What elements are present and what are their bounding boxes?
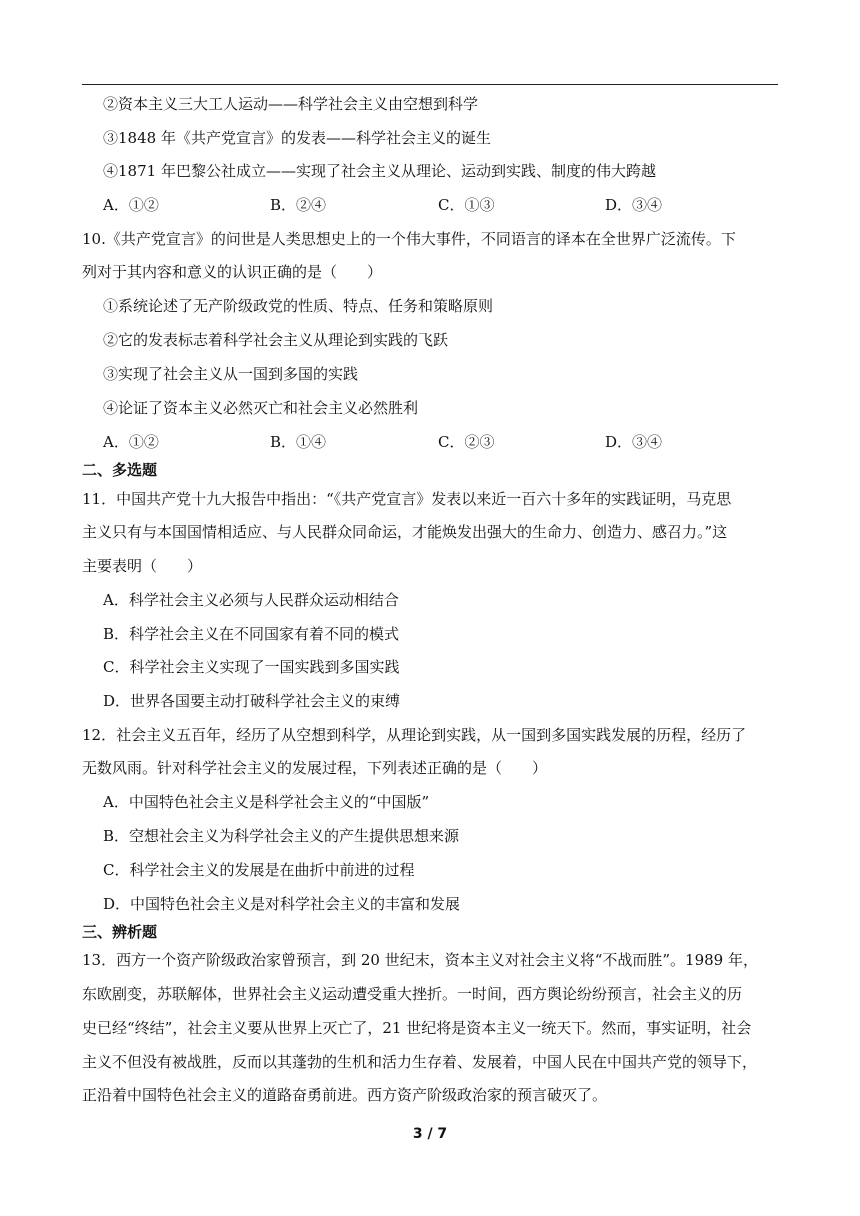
q9-item-2: ②资本主义三大工人运动——科学社会主义由空想到科学 <box>103 95 479 113</box>
q10-stem-line-2: 列对于其内容和意义的认识正确的是（ ） <box>82 263 383 281</box>
q12-option-a[interactable]: A．中国特色社会主义是科学社会主义的“中国版” <box>103 793 430 811</box>
q9-item-3: ③1848 年《共产党宣言》的发表——科学社会主义的诞生 <box>103 129 491 147</box>
q13-stem-line-5: 正沿着中国特色社会主义的道路奋勇前进。西方资产阶级政治家的预言破灭了。 <box>82 1086 608 1104</box>
section-analysis-heading: 三、辨析题 <box>82 923 158 941</box>
q11-option-c[interactable]: C．科学社会主义实现了一国实践到多国实践 <box>103 658 400 676</box>
q13-stem-line-2: 东欧剧变，苏联解体，世界社会主义运动遭受重大挫折。一时间，西方舆论纷纷预言，社会主义的历 <box>82 985 743 1003</box>
page-number: 3 / 7 <box>412 1126 448 1142</box>
q10-item-3: ③实现了社会主义从一国到多国的实践 <box>103 365 359 383</box>
q9-option-b[interactable]: B．②④ <box>270 196 327 214</box>
q9-option-d[interactable]: D．③④ <box>605 196 663 214</box>
q11-stem-line-3: 主要表明（ ） <box>82 557 203 575</box>
q12-stem-line-1: 12．社会主义五百年，经历了从空想到科学，从理论到实践，从一国到多国实践发展的历程，经历了 <box>82 726 747 744</box>
q11-stem-line-1: 11．中国共产党十九大报告中指出：“《共产党宣言》发表以来近一百六十多年的实践证明，马克思 <box>82 490 732 508</box>
q10-item-2: ②它的发表标志着科学社会主义从理论到实践的飞跃 <box>103 331 449 349</box>
q10-option-c[interactable]: C．②③ <box>438 433 495 451</box>
q10-item-4: ④论证了资本主义必然灭亡和社会主义必然胜利 <box>103 399 419 417</box>
q11-stem-line-2: 主义只有与本国国情相适应、与人民群众同命运，才能焕发出强大的生命力、创造力、感召力。”这 <box>82 523 728 541</box>
q10-item-1: ①系统论述了无产阶级政党的性质、特点、任务和策略原则 <box>103 297 494 315</box>
q11-option-d[interactable]: D．世界各国要主动打破科学社会主义的束缚 <box>103 692 401 710</box>
q10-option-d[interactable]: D．③④ <box>605 433 663 451</box>
q10-option-b[interactable]: B．①④ <box>270 433 327 451</box>
q10-stem-line-1: 10.《共产党宣言》的问世是人类思想史上的一个伟大事件，不同语言的译本在全世界广泛流传。下 <box>82 230 736 248</box>
q12-option-b[interactable]: B．空想社会主义为科学社会主义的产生提供思想来源 <box>103 827 460 845</box>
section-multiple-choice-heading: 二、多选题 <box>82 461 158 479</box>
q9-option-a[interactable]: A．①② <box>103 196 159 214</box>
q12-stem-line-2: 无数风雨。针对科学社会主义的发展过程，下列表述正确的是（ ） <box>82 759 548 777</box>
q10-option-a[interactable]: A．①② <box>103 433 159 451</box>
q11-option-b[interactable]: B．科学社会主义在不同国家有着不同的模式 <box>103 625 400 643</box>
q12-option-c[interactable]: C．科学社会主义的发展是在曲折中前进的过程 <box>103 861 415 879</box>
q12-option-d[interactable]: D．中国特色社会主义是对科学社会主义的丰富和发展 <box>103 895 461 913</box>
q9-option-c[interactable]: C．①③ <box>438 196 495 214</box>
q13-stem-line-3: 史已经“终结”，社会主义要从世界上灭亡了，21 世纪将是资本主义一统天下。然而，事实证明，社会 <box>82 1019 752 1037</box>
q9-item-4: ④1871 年巴黎公社成立——实现了社会主义从理论、运动到实践、制度的伟大跨越 <box>103 162 656 180</box>
header-rule <box>82 84 778 85</box>
q11-option-a[interactable]: A．科学社会主义必须与人民群众运动相结合 <box>103 591 399 609</box>
q13-stem-line-1: 13．西方一个资产阶级政治家曾预言，到 20 世纪末，资本主义对社会主义将“不战而胜”。1989 年， <box>82 951 758 969</box>
q13-stem-line-4: 主义不但没有被战胜，反而以其蓬勃的生机和活力生存着、发展着，中国人民在中国共产党的领导下， <box>82 1053 758 1071</box>
